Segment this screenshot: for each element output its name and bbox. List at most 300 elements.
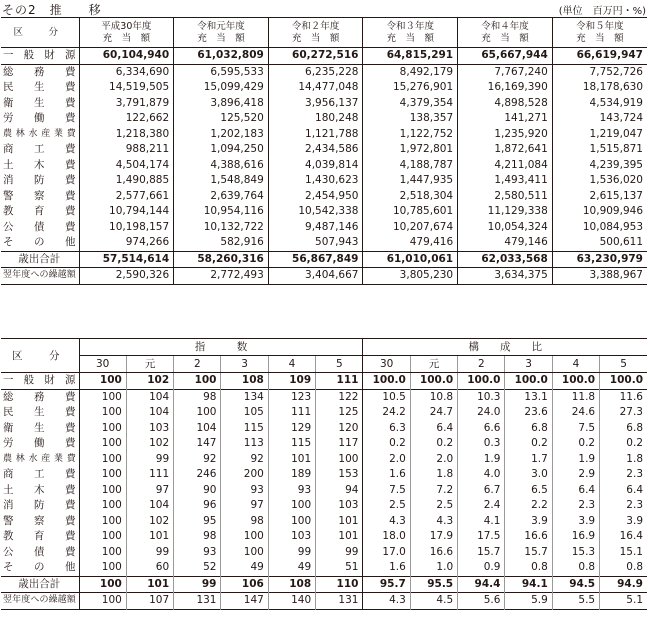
index-value: 100 [316, 452, 363, 468]
cell-value: 1,972,801 [363, 142, 458, 158]
cell-value: 507,943 [268, 235, 363, 251]
table-row [1, 405, 647, 421]
ratio-value: 6.8 [600, 421, 647, 437]
index-value: 104 [174, 421, 221, 437]
cell-value: 62,033,568 [458, 251, 553, 268]
ratio-value: 10.3 [458, 389, 505, 405]
table-row [1, 96, 647, 112]
ratio-value: 95.5 [410, 576, 457, 593]
row-label: 警察費 [3, 189, 76, 202]
cell-value: 4,504,174 [79, 158, 174, 174]
table-row [1, 127, 647, 143]
cell-value: 138,357 [363, 111, 458, 127]
index-value: 99 [126, 452, 173, 468]
cell-value: 4,188,787 [363, 158, 458, 174]
ratio-value: 94.1 [505, 576, 552, 593]
cell-value: 15,276,901 [363, 80, 458, 96]
index-value: 107 [126, 593, 173, 610]
cell-value: 11,129,338 [458, 204, 553, 220]
index-value: 104 [126, 498, 173, 514]
cell-value: 1,872,641 [458, 142, 553, 158]
ratio-value: 2.3 [552, 498, 599, 514]
index-value: 100 [79, 560, 126, 576]
index-value: 98 [174, 389, 221, 405]
cell-value: 2,639,764 [174, 189, 269, 205]
ratio-value: 0.2 [600, 436, 647, 452]
cell-value: 1,515,871 [552, 142, 647, 158]
table-row [1, 64, 647, 80]
table-row [1, 389, 647, 405]
ratio-value: 0.8 [552, 560, 599, 576]
ratio-value: 23.6 [505, 405, 552, 421]
cell-value: 122,662 [79, 111, 174, 127]
row-label: 警察費 [3, 514, 76, 527]
index-value: 129 [268, 421, 315, 437]
row-label: 教育費 [3, 205, 76, 218]
cell-value: 14,477,048 [268, 80, 363, 96]
row-header: 区 分 [1, 339, 79, 373]
row-label: 歳出合計 [1, 251, 79, 268]
index-value: 110 [316, 576, 363, 593]
ratio-value: 4.3 [363, 593, 410, 610]
ratio-value: 100.0 [552, 373, 599, 390]
ratio-value: 27.3 [600, 405, 647, 421]
group-header-index: 指 数 [79, 339, 363, 356]
cell-value: 7,752,726 [552, 64, 647, 80]
table-row [1, 529, 647, 545]
ratio-value: 6.5 [505, 483, 552, 499]
cell-value: 6,595,533 [174, 64, 269, 80]
index-value: 100 [79, 483, 126, 499]
index-value: 111 [268, 405, 315, 421]
ratio-value: 1.6 [363, 467, 410, 483]
table-row [1, 436, 647, 452]
column-header: 令和４年度 充 当 額 [458, 18, 553, 48]
ratio-value: 24.0 [458, 405, 505, 421]
ratio-value: 6.4 [552, 483, 599, 499]
index-value: 97 [126, 483, 173, 499]
ratio-value: 16.4 [600, 529, 647, 545]
ratio-value: 4.3 [410, 514, 457, 530]
cell-value: 2,434,586 [268, 142, 363, 158]
index-value: 100 [79, 545, 126, 561]
index-value: 100 [79, 421, 126, 437]
ratio-value: 5.1 [600, 593, 647, 610]
ratio-value: 1.0 [410, 560, 457, 576]
cell-value: 2,454,950 [268, 189, 363, 205]
ratio-value: 2.0 [363, 452, 410, 468]
ratio-value: 1.9 [458, 452, 505, 468]
table-row [1, 576, 647, 593]
index-value: 90 [174, 483, 221, 499]
cell-value: 4,534,919 [552, 96, 647, 112]
index-value: 98 [174, 529, 221, 545]
cell-value: 3,388,967 [552, 268, 647, 285]
cell-value: 60,104,940 [79, 48, 174, 65]
ratio-value: 1.9 [552, 452, 599, 468]
ratio-value: 24.6 [552, 405, 599, 421]
cell-value: 1,490,885 [79, 173, 174, 189]
ratio-value: 94.5 [552, 576, 599, 593]
index-value: 100 [79, 514, 126, 530]
row-label: 商工費 [3, 143, 76, 156]
index-value: 200 [221, 467, 268, 483]
index-value: 102 [126, 373, 173, 390]
cell-value: 10,542,338 [268, 204, 363, 220]
cell-value: 65,667,944 [458, 48, 553, 65]
ratio-value: 6.8 [505, 421, 552, 437]
table-row [1, 545, 647, 561]
cell-value: 1,548,849 [174, 173, 269, 189]
column-header: 令和２年度 充 当 額 [268, 18, 363, 48]
ratio-value: 0.9 [458, 560, 505, 576]
table-row [1, 111, 647, 127]
row-label: 労働費 [3, 112, 76, 125]
cell-value: 479,416 [363, 235, 458, 251]
cell-value: 2,772,493 [174, 268, 269, 285]
cell-value: 61,010,061 [363, 251, 458, 268]
cell-value: 4,898,528 [458, 96, 553, 112]
ratio-value: 94.9 [600, 576, 647, 593]
ratio-value: 4.5 [410, 593, 457, 610]
index-value: 134 [221, 389, 268, 405]
row-label: 労働費 [3, 437, 76, 450]
ratio-value: 16.6 [505, 529, 552, 545]
row-label: 衛生費 [3, 96, 76, 109]
table-row [1, 373, 647, 390]
ratio-value: 0.2 [552, 436, 599, 452]
cell-value: 1,235,920 [458, 127, 553, 143]
cell-value: 2,577,661 [79, 189, 174, 205]
ratio-value: 15.7 [458, 545, 505, 561]
index-value: 246 [174, 467, 221, 483]
cell-value: 10,207,674 [363, 220, 458, 236]
row-label: 民生費 [3, 406, 76, 419]
row-label: 公債費 [3, 220, 76, 233]
row-label: 商工費 [3, 468, 76, 481]
table-header-row [1, 18, 647, 48]
unit-note: (単位 百万円・%) [558, 6, 646, 17]
index-value: 93 [174, 545, 221, 561]
index-value: 103 [126, 421, 173, 437]
sub-column-header: 5 [600, 356, 647, 373]
ratio-value: 11.8 [552, 389, 599, 405]
ratio-value: 11.6 [600, 389, 647, 405]
index-value: 101 [126, 576, 173, 593]
cell-value: 14,519,505 [79, 80, 174, 96]
ratio-value: 100.0 [410, 373, 457, 390]
table-row [1, 498, 647, 514]
cell-value: 10,785,601 [363, 204, 458, 220]
index-value: 111 [126, 467, 173, 483]
ratio-value: 3.9 [505, 514, 552, 530]
index-value: 113 [221, 436, 268, 452]
ratio-value: 0.2 [410, 436, 457, 452]
index-value: 102 [126, 514, 173, 530]
index-value: 100 [268, 514, 315, 530]
cell-value: 4,039,814 [268, 158, 363, 174]
ratio-value: 1.6 [363, 560, 410, 576]
cell-value: 57,514,614 [79, 251, 174, 268]
row-label: 公債費 [3, 545, 76, 558]
section-title: その2 推 移 [2, 3, 102, 17]
index-value: 109 [268, 373, 315, 390]
index-value: 93 [221, 483, 268, 499]
index-value: 92 [221, 452, 268, 468]
ratio-value: 2.5 [410, 498, 457, 514]
row-label: 農林水産業費 [3, 128, 76, 139]
ratio-value: 16.9 [552, 529, 599, 545]
ratio-value: 0.2 [363, 436, 410, 452]
cell-value: 3,896,418 [174, 96, 269, 112]
index-value: 99 [268, 545, 315, 561]
index-value: 51 [316, 560, 363, 576]
cell-value: 1,493,411 [458, 173, 553, 189]
ratio-value: 6.3 [363, 421, 410, 437]
cell-value: 2,615,137 [552, 189, 647, 205]
ratio-value: 4.1 [458, 514, 505, 530]
index-value: 100 [79, 576, 126, 593]
cell-value: 1,202,183 [174, 127, 269, 143]
ratio-value: 100.0 [600, 373, 647, 390]
ratio-value: 13.1 [505, 389, 552, 405]
cell-value: 2,518,304 [363, 189, 458, 205]
ratio-value: 16.6 [410, 545, 457, 561]
ratio-value: 0.8 [505, 560, 552, 576]
index-value: 106 [221, 576, 268, 593]
ratio-value: 2.2 [505, 498, 552, 514]
row-label: 総務費 [1, 64, 79, 80]
index-value: 49 [221, 560, 268, 576]
index-value: 120 [316, 421, 363, 437]
table-row [1, 268, 647, 285]
ratio-value: 4.3 [363, 514, 410, 530]
index-value: 117 [316, 436, 363, 452]
ratio-value: 7.5 [363, 483, 410, 499]
row-label: 消防費 [3, 499, 76, 512]
index-value: 94 [316, 483, 363, 499]
index-value: 100 [79, 467, 126, 483]
cell-value: 1,122,752 [363, 127, 458, 143]
ratio-value: 6.4 [600, 483, 647, 499]
row-label: 衛生費 [3, 421, 76, 434]
cell-value: 1,430,623 [268, 173, 363, 189]
index-value: 100 [174, 373, 221, 390]
index-value: 97 [221, 498, 268, 514]
row-label: 教育費 [3, 530, 76, 543]
sub-column-header: 2 [458, 356, 505, 373]
index-value: 105 [221, 405, 268, 421]
ratio-value: 2.3 [600, 467, 647, 483]
index-value: 52 [174, 560, 221, 576]
cell-value: 56,867,849 [268, 251, 363, 268]
index-value: 104 [126, 405, 173, 421]
row-label: 民生費 [3, 81, 76, 94]
index-value: 96 [174, 498, 221, 514]
index-value: 100 [79, 389, 126, 405]
index-value: 111 [316, 373, 363, 390]
ratio-value: 1.7 [505, 452, 552, 468]
ratio-value: 94.4 [458, 576, 505, 593]
cell-value: 18,178,630 [552, 80, 647, 96]
ratio-value: 2.4 [458, 498, 505, 514]
ratio-value: 0.3 [458, 436, 505, 452]
index-value: 100 [79, 529, 126, 545]
ratio-value: 15.1 [600, 545, 647, 561]
index-value: 100 [221, 545, 268, 561]
table-row [1, 251, 647, 268]
row-label: 土木費 [3, 483, 76, 496]
ratio-value: 24.7 [410, 405, 457, 421]
index-value: 99 [316, 545, 363, 561]
index-value: 147 [221, 593, 268, 610]
cell-value: 10,909,946 [552, 204, 647, 220]
row-header: 区 分 [1, 18, 79, 48]
cell-value: 6,235,228 [268, 64, 363, 80]
table-row [1, 421, 647, 437]
index-value: 103 [268, 529, 315, 545]
index-value: 100 [268, 498, 315, 514]
index-value: 60 [126, 560, 173, 576]
cell-value: 10,084,953 [552, 220, 647, 236]
cell-value: 9,487,146 [268, 220, 363, 236]
cell-value: 61,032,809 [174, 48, 269, 65]
index-value: 99 [126, 545, 173, 561]
index-value: 100 [79, 436, 126, 452]
index-value: 100 [79, 373, 126, 390]
row-label: 総務費 [1, 389, 79, 405]
ratio-value: 18.0 [363, 529, 410, 545]
cell-value: 1,536,020 [552, 173, 647, 189]
index-value: 100 [221, 529, 268, 545]
cell-value: 4,379,354 [363, 96, 458, 112]
table-row [1, 173, 647, 189]
ratio-value: 2.3 [600, 498, 647, 514]
ratio-value: 15.3 [552, 545, 599, 561]
column-header: 令和３年度 充 当 額 [363, 18, 458, 48]
index-value: 93 [268, 483, 315, 499]
sub-column-header: 3 [221, 356, 268, 373]
table-row [1, 452, 647, 468]
row-label: 歳出合計 [1, 576, 79, 593]
cell-value: 180,248 [268, 111, 363, 127]
ratio-value: 2.9 [552, 467, 599, 483]
ratio-value: 10.5 [363, 389, 410, 405]
cell-value: 582,916 [174, 235, 269, 251]
ratio-value: 15.7 [505, 545, 552, 561]
cell-value: 1,219,047 [552, 127, 647, 143]
cell-value: 988,211 [79, 142, 174, 158]
cell-value: 500,611 [552, 235, 647, 251]
cell-value: 125,520 [174, 111, 269, 127]
table-row [1, 235, 647, 251]
cell-value: 8,492,179 [363, 64, 458, 80]
ratio-value: 100.0 [458, 373, 505, 390]
ratio-value: 1.8 [600, 452, 647, 468]
sub-column-header: 2 [174, 356, 221, 373]
table-row [1, 560, 647, 576]
cell-value: 66,619,947 [552, 48, 647, 65]
cell-value: 974,266 [79, 235, 174, 251]
cell-value: 10,198,157 [79, 220, 174, 236]
ratio-value: 5.5 [552, 593, 599, 610]
index-value: 108 [221, 373, 268, 390]
allocation-amount-table [1, 17, 647, 285]
sub-column-header: 30 [79, 356, 126, 373]
ratio-value: 6.6 [458, 421, 505, 437]
table-header-row [1, 339, 647, 356]
index-value: 100 [79, 452, 126, 468]
cell-value: 4,388,616 [174, 158, 269, 174]
row-label: 土木費 [3, 158, 76, 171]
ratio-value: 100.0 [363, 373, 410, 390]
sub-column-header: 4 [268, 356, 315, 373]
table-row [1, 80, 647, 96]
table-row [1, 593, 647, 610]
column-header: 令和元年度 充 当 額 [174, 18, 269, 48]
ratio-value: 17.0 [363, 545, 410, 561]
index-value: 125 [316, 405, 363, 421]
index-value: 100 [79, 498, 126, 514]
index-value: 100 [79, 593, 126, 610]
cell-value: 16,169,390 [458, 80, 553, 96]
index-value: 99 [174, 576, 221, 593]
index-value: 140 [268, 593, 315, 610]
table-row [1, 467, 647, 483]
table-row [1, 189, 647, 205]
cell-value: 1,121,788 [268, 127, 363, 143]
ratio-value: 2.0 [410, 452, 457, 468]
row-label: 一般財源 [3, 374, 76, 387]
ratio-value: 24.2 [363, 405, 410, 421]
index-value: 123 [268, 389, 315, 405]
cell-value: 63,230,979 [552, 251, 647, 268]
cell-value: 6,334,690 [79, 64, 174, 80]
row-label: 農林水産業費 [3, 453, 76, 464]
cell-value: 4,239,395 [552, 158, 647, 174]
cell-value: 141,271 [458, 111, 553, 127]
cell-value: 3,404,667 [268, 268, 363, 285]
index-value: 189 [268, 467, 315, 483]
cell-value: 2,580,511 [458, 189, 553, 205]
ratio-value: 1.8 [410, 467, 457, 483]
table-subheader-row [1, 356, 647, 373]
ratio-value: 17.5 [458, 529, 505, 545]
table-row [1, 142, 647, 158]
index-value: 95 [174, 514, 221, 530]
cell-value: 10,954,116 [174, 204, 269, 220]
cell-value: 64,815,291 [363, 48, 458, 65]
cell-value: 10,794,144 [79, 204, 174, 220]
table-row [1, 220, 647, 236]
index-value: 108 [268, 576, 315, 593]
index-value: 100 [174, 405, 221, 421]
index-value: 101 [268, 452, 315, 468]
ratio-value: 3.0 [505, 467, 552, 483]
cell-value: 2,590,326 [79, 268, 174, 285]
cell-value: 4,211,084 [458, 158, 553, 174]
sub-column-header: 5 [316, 356, 363, 373]
index-value: 101 [126, 529, 173, 545]
cell-value: 3,805,230 [363, 268, 458, 285]
ratio-value: 10.8 [410, 389, 457, 405]
index-value: 104 [126, 389, 173, 405]
index-value: 102 [126, 436, 173, 452]
column-header: 平成30年度 充 当 額 [79, 18, 174, 48]
index-value: 101 [316, 514, 363, 530]
cell-value: 3,956,137 [268, 96, 363, 112]
ratio-value: 7.2 [410, 483, 457, 499]
